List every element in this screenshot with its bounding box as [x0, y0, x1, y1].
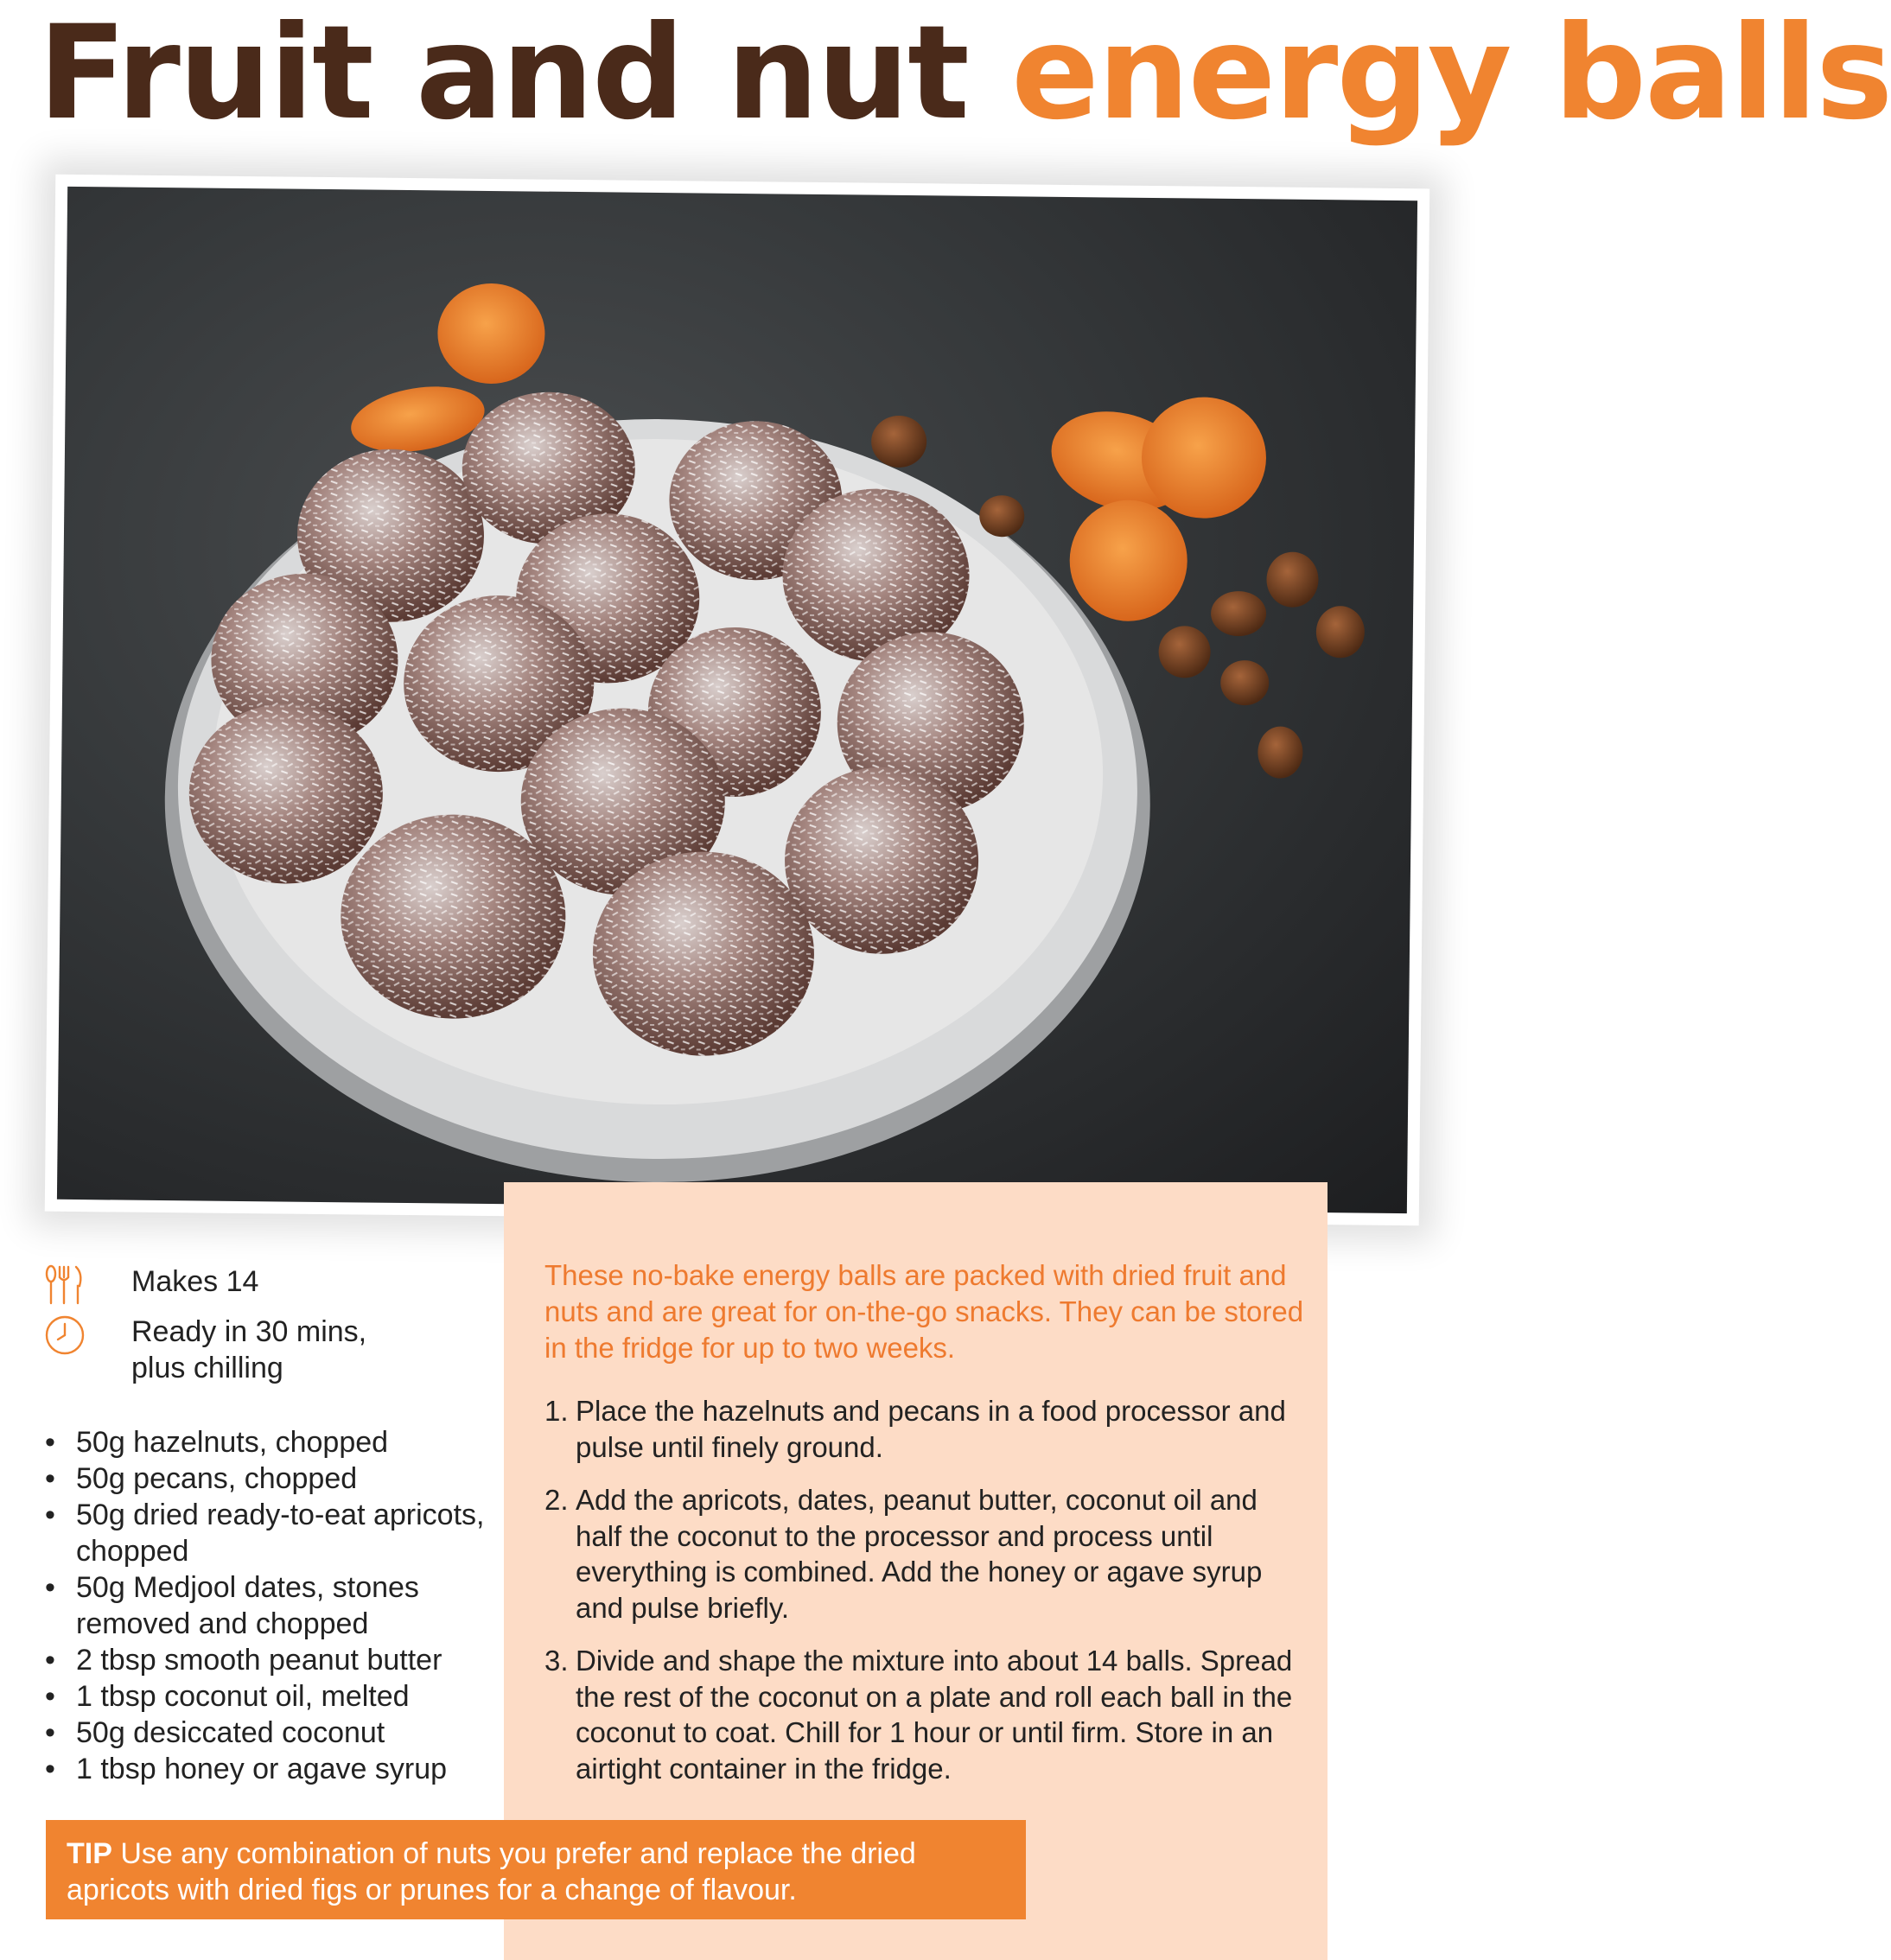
time-line-2: plus chilling — [131, 1352, 283, 1384]
step-text: Place the hazelnuts and pecans in a food processor and pulse until finely ground. — [576, 1395, 1286, 1463]
time-line-1: Ready in 30 mins, — [131, 1315, 367, 1348]
servings-text: Makes 14 — [131, 1265, 259, 1298]
ingredient-item: • 50g dried ready-to-eat apricots, chopped — [43, 1497, 493, 1569]
ingredient-item: • 50g desiccated coconut — [43, 1715, 493, 1751]
title-part-1: Fruit and nut — [38, 0, 968, 149]
method-step — [544, 1482, 1305, 1626]
cutlery-icon — [43, 1263, 86, 1307]
servings-row — [43, 1263, 258, 1307]
ingredient-item: • 50g Medjool dates, stones removed and chopped — [43, 1569, 493, 1642]
method-step — [544, 1643, 1305, 1786]
tip-text: Use any combination of nuts you prefer and replace the dried apricots with dried figs or prunes for a change of flavour. — [67, 1837, 916, 1906]
ingredient-item: • 1 tbsp coconut oil, melted — [43, 1678, 493, 1715]
title-part-2: energy balls — [1011, 0, 1891, 149]
ingredient-item: • 50g hazelnuts, chopped — [43, 1424, 493, 1460]
method-step — [544, 1393, 1305, 1465]
ingredient-item: • 50g pecans, chopped — [43, 1460, 493, 1497]
recipe-title — [38, 0, 1891, 147]
step-number: 3. — [544, 1645, 569, 1677]
clock-icon — [43, 1314, 86, 1357]
step-text: Add the apricots, dates, peanut butter, coconut oil and half the coconut to the processor and process until everything is combined. Add the honey or agave syrup and pulse briefly. — [576, 1484, 1263, 1624]
ingredients-list — [43, 1424, 493, 1787]
recipe-photo-frame — [45, 175, 1429, 1226]
ingredient-item: • 2 tbsp smooth peanut butter — [43, 1642, 493, 1678]
tip-box — [46, 1820, 1026, 1919]
recipe-intro: These no-bake energy balls are packed with dried fruit and nuts and are great for on-the-go snacks. They can be stored in the fridge for up to two weeks. — [544, 1259, 1304, 1364]
ingredient-item: • 1 tbsp honey or agave syrup — [43, 1751, 493, 1787]
energy-balls-illustration — [57, 187, 1417, 1213]
method-steps — [544, 1393, 1305, 1804]
step-text: Divide and shape the mixture into about 14 balls. Spread the rest of the coconut on a plate and roll each ball in the coconut to coat. Chill for 1 hour or until firm. Store in an airtight container in the fridge. — [576, 1645, 1293, 1785]
time-row — [43, 1314, 366, 1386]
recipe-photo — [57, 187, 1417, 1213]
tip-label: TIP — [67, 1837, 112, 1870]
time-text — [131, 1314, 366, 1386]
step-number: 2. — [544, 1484, 569, 1516]
step-number: 1. — [544, 1395, 569, 1427]
